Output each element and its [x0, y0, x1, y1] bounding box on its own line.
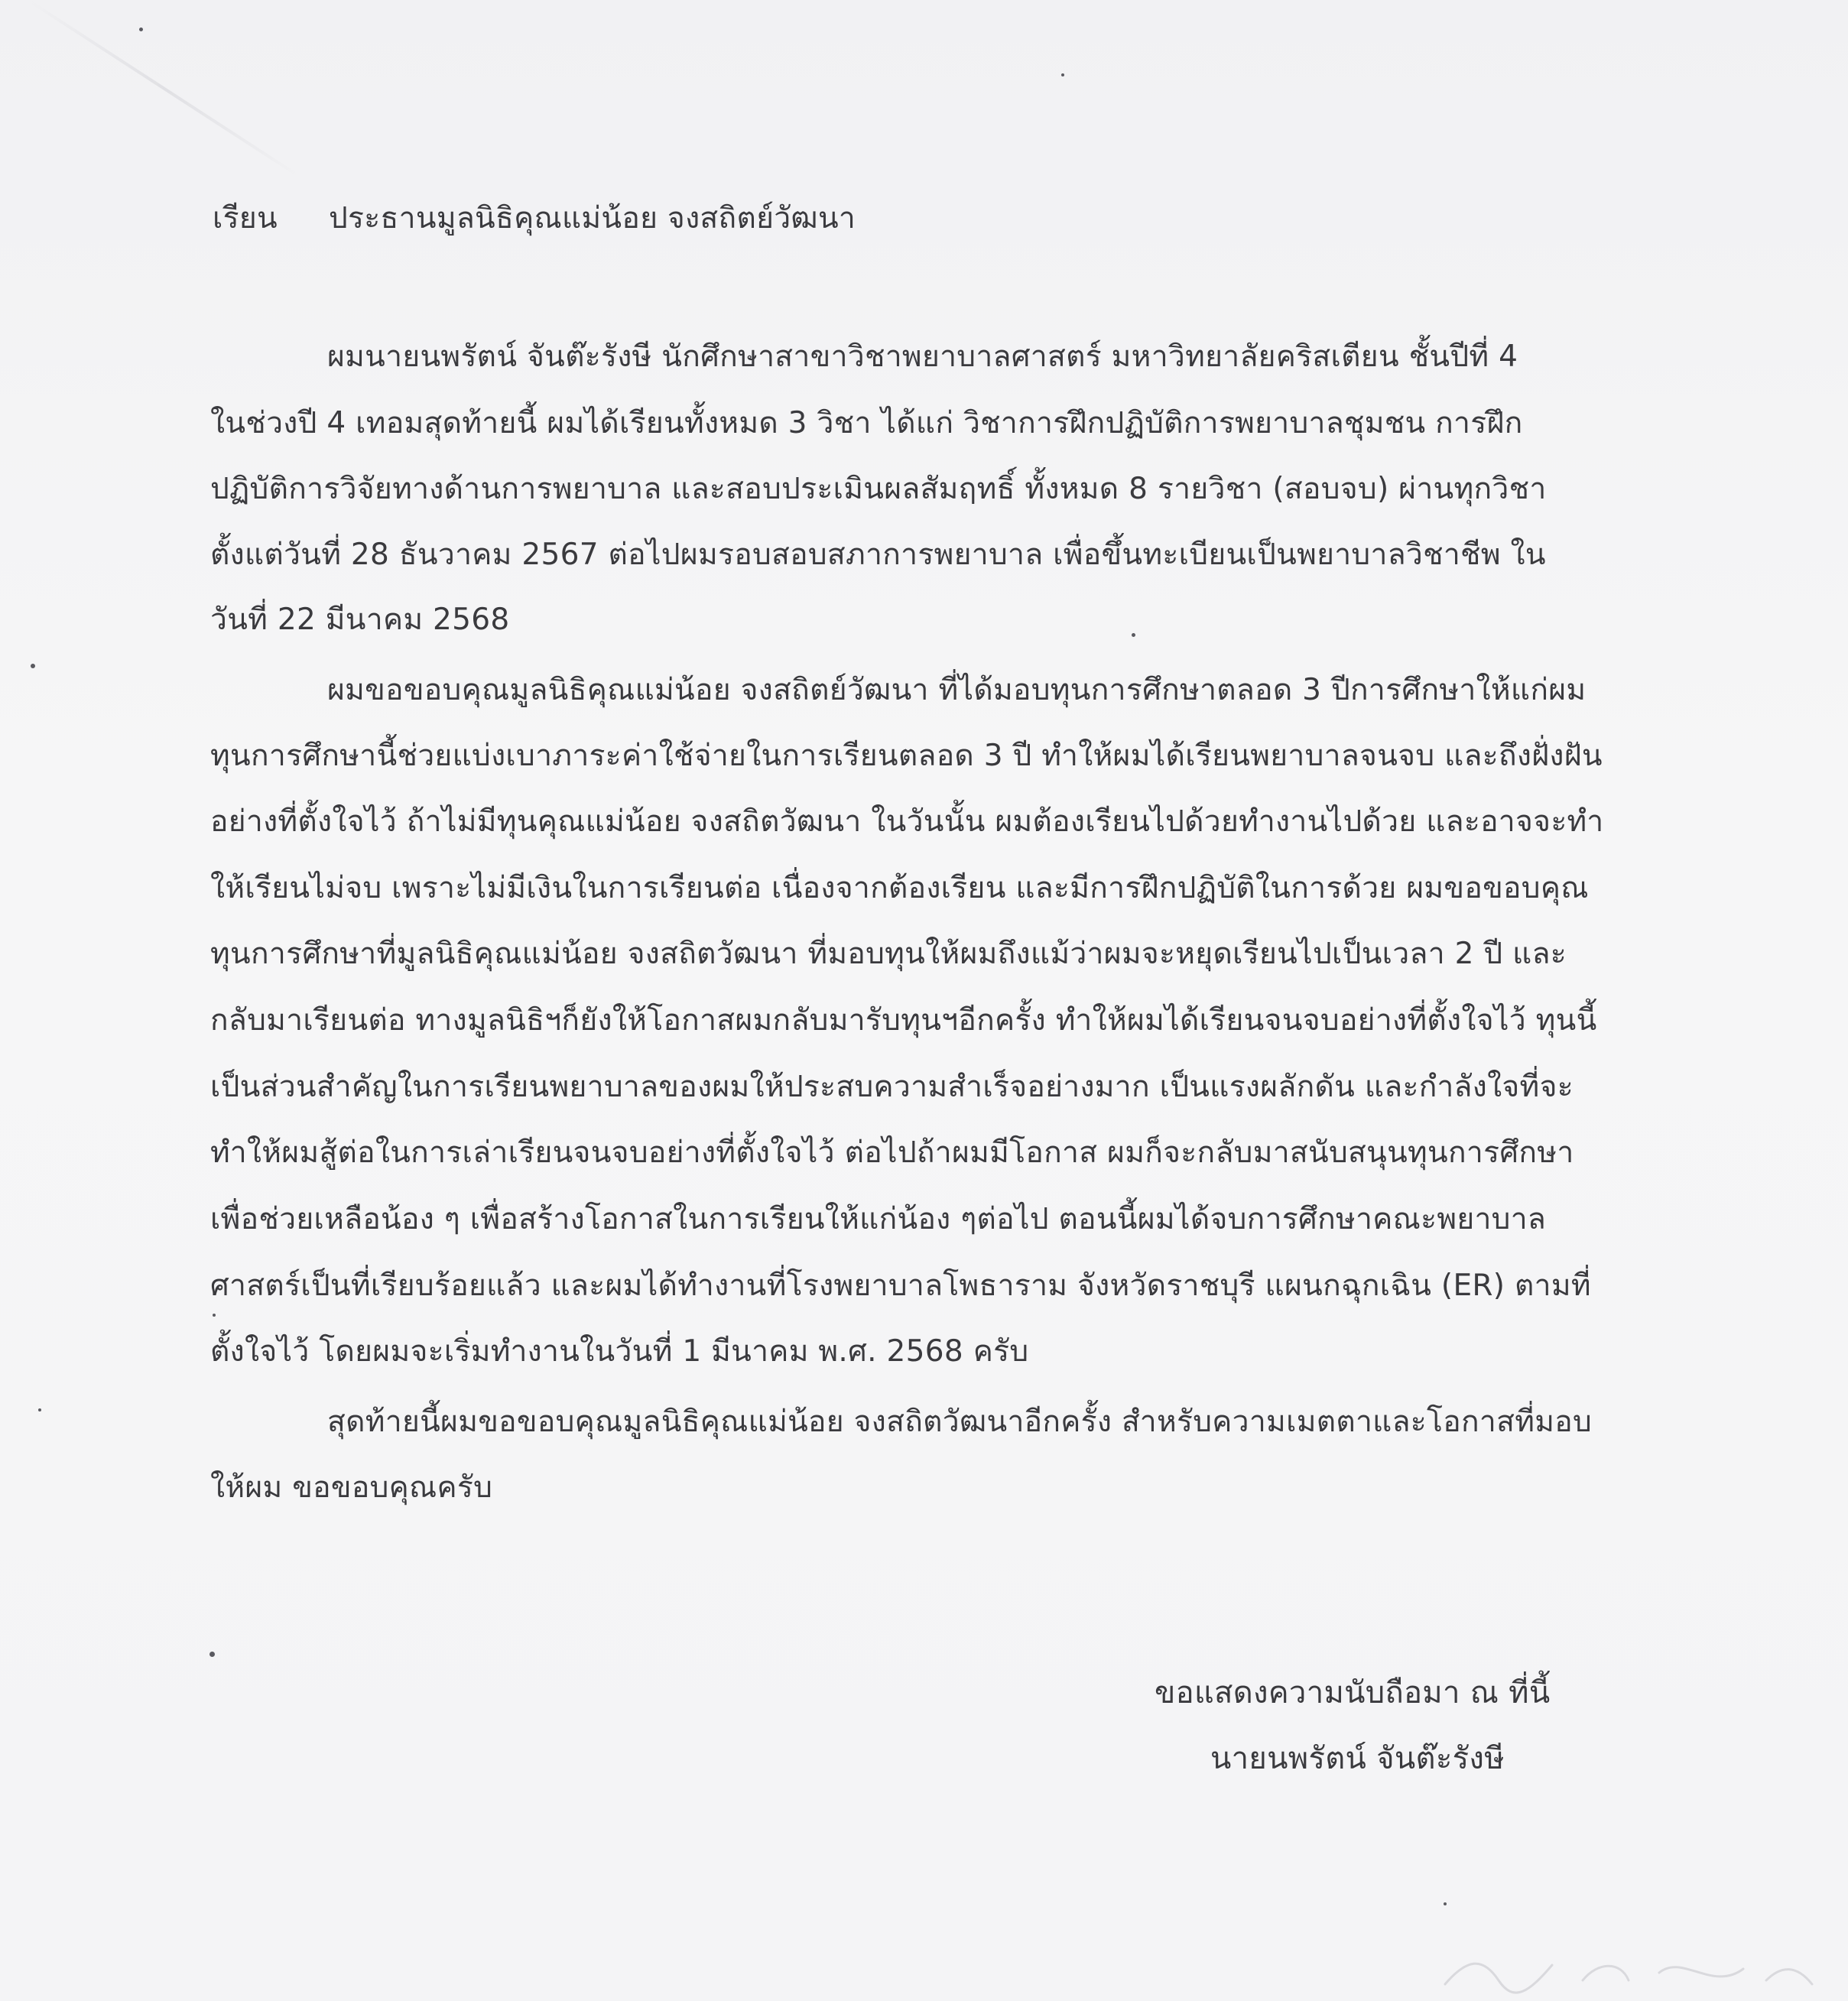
scan-speck	[213, 1314, 216, 1317]
paragraph-2-line-3: อย่างที่ตั้งใจไว้ ถ้าไม่มีทุนคุณแม่น้อย จงสถิตวัฒนา ในวันนั้น ผมต้องเรียนไปด้วยทำงานไปด้วย และอาจจะทำ	[210, 804, 1604, 839]
scan-speck	[1444, 1902, 1447, 1905]
salutation-label: เรียน	[213, 201, 278, 236]
scan-speck	[31, 664, 35, 668]
scan-speck	[1061, 73, 1064, 76]
paragraph-2-line-2: ทุนการศึกษานี้ช่วยแบ่งเบาภาระค่าใช้จ่ายในการเรียนตลอด 3 ปี ทำให้ผมได้เรียนพยาบาลจนจบ และถึงฝั่งฝัน	[210, 739, 1603, 773]
paragraph-2-line-6: กลับมาเรียนต่อ ทางมูลนิธิฯก็ยังให้โอกาสผมกลับมารับทุนฯอีกครั้ง ทำให้ผมได้เรียนจนจบอย่างที่ตั้งใจไว้ ทุนนี้	[210, 1003, 1597, 1038]
paragraph-1-line-1: ผมนายนพรัตน์ จันต๊ะรังษี นักศึกษาสาขาวิชาพยาบาลศาสตร์ มหาวิทยาลัยคริสเตียน ชั้นปีที่ 4	[327, 339, 1518, 374]
signer-name: นายนพรัตน์ จันต๊ะรังษี	[1210, 1741, 1505, 1776]
closing-regards: ขอแสดงความนับถือมา ณ ที่นี้	[1155, 1675, 1551, 1710]
scan-speck	[209, 1652, 215, 1657]
salutation-recipient: ประธานมูลนิธิคุณแม่น้อย จงสถิตย์วัฒนา	[329, 201, 856, 236]
paragraph-2-line-10: ศาสตร์เป็นที่เรียบร้อยแล้ว และผมได้ทำงานที่โรงพยาบาลโพธาราม จังหวัดราชบุรี แผนกฉุกเฉิน (ER) ตามที่	[210, 1268, 1591, 1303]
paragraph-2-line-5: ทุนการศึกษาที่มูลนิธิคุณแม่น้อย จงสถิตวัฒนา ที่มอบทุนให้ผมถึงแม้ว่าผมจะหยุดเรียนไปเป็นเวลา 2 ปี และ	[210, 937, 1567, 971]
paragraph-2-line-1: ผมขอขอบคุณมูลนิธิคุณแม่น้อย จงสถิตย์วัฒนา ที่ได้มอบทุนการศึกษาตลอด 3 ปีการศึกษาให้แก่ผม	[327, 673, 1587, 707]
faint-handwriting-mark	[1437, 1950, 1820, 1996]
paragraph-1-line-2: ในช่วงปี 4 เทอมสุดท้ายนี้ ผมได้เรียนทั้งหมด 3 วิชา ได้แก่ วิชาการฝึกปฏิบัติการพยาบาลชุมชน การฝึก	[210, 406, 1523, 440]
paragraph-1-line-3: ปฏิบัติการวิจัยทางด้านการพยาบาล และสอบประเมินผลสัมฤทธิ์ ทั้งหมด 8 รายวิชา (สอบจบ) ผ่านทุกวิชา	[210, 472, 1547, 506]
paragraph-1-line-4: ตั้งแต่วันที่ 28 ธันวาคม 2567 ต่อไปผมรอบสอบสภาการพยาบาล เพื่อขึ้นทะเบียนเป็นพยาบาลวิชาชีพ ใน	[210, 538, 1546, 572]
scan-speck	[38, 1408, 41, 1411]
scan-speck	[1132, 633, 1135, 637]
paragraph-3-line-1: สุดท้ายนี้ผมขอขอบคุณมูลนิธิคุณแม่น้อย จงสถิตวัฒนาอีกครั้ง สำหรับความเมตตาและโอกาสที่มอบ	[327, 1405, 1593, 1439]
paragraph-1-line-5: วันที่ 22 มีนาคม 2568	[210, 603, 510, 637]
paragraph-2-line-8: ทำให้ผมสู้ต่อในการเล่าเรียนจนจบอย่างที่ตั้งใจไว้ ต่อไปถ้าผมมีโอกาส ผมก็จะกลับมาสนับสนุนทุนการศึกษา	[210, 1135, 1574, 1170]
paper-fold-crease	[29, 0, 300, 177]
paragraph-3-line-2: ให้ผม ขอขอบคุณครับ	[210, 1470, 493, 1505]
paragraph-2-line-7: เป็นส่วนสำคัญในการเรียนพยาบาลของผมให้ประสบความสำเร็จอย่างมาก เป็นแรงผลักดัน และกำลังใจที่จะ	[210, 1070, 1574, 1104]
scan-speck	[139, 28, 143, 31]
paragraph-2-line-9: เพื่อช่วยเหลือน้อง ๆ เพื่อสร้างโอกาสในการเรียนให้แก่น้อง ๆต่อไป ตอนนี้ผมได้จบการศึกษาคณะพยาบาล	[210, 1202, 1547, 1236]
paragraph-2-line-11: ตั้งใจไว้ โดยผมจะเริ่มทำงานในวันที่ 1 มีนาคม พ.ศ. 2568 ครับ	[210, 1334, 1029, 1369]
paragraph-2-line-4: ให้เรียนไม่จบ เพราะไม่มีเงินในการเรียนต่อ เนื่องจากต้องเรียน และมีการฝึกปฏิบัติในการด้วย ผมขอขอบคุณ	[210, 871, 1589, 905]
